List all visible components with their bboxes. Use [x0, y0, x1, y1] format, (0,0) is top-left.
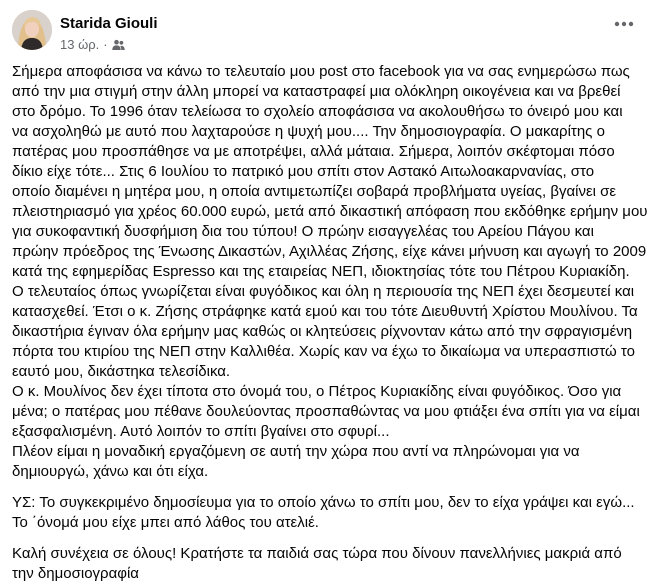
- text-line: Το ΄όνομά μου είχε μπει από λάθος του ατελιέ.: [12, 514, 319, 531]
- text-line: δίκιο είχε τότε... Στις 6 Ιουλίου το πατρικό μου σπίτι στον Αστακό Αιτωλοακαρνανίας, στο: [12, 163, 595, 180]
- text-line: εξασφαλισμένη. Αυτό λοιπόν το σπίτι βγαίνει στο σφυρί...: [12, 423, 390, 440]
- text-line: Ο κ. Μουλίνος δεν έχει τίποτα στο όνομά του, ο Πέτρος Κυριακίδης είναι φυγόδικος. Όσο για: [12, 383, 622, 400]
- text-line: οποίο διαμένει η μητέρα μου, η οποία αντιμετωπίζει σοβαρά προβλήματα υγείας, βγαίνει σε: [12, 183, 617, 200]
- text-line: Καλή συνέχεια σε όλους! Κρατήστε τα παιδιά σας τώρα που δίνουν πανελλήνιες μακριά από: [12, 545, 622, 562]
- post-meta: [60, 37, 125, 52]
- text-line: Σήμερα αποφάσισα να κάνω το τελευταίο μου post στο facebook για να σας ενημερώσω πως: [12, 63, 630, 80]
- text-line: πλειστηριασμό για χρέος 60.000 ευρώ, μετά από δικαστική απόφαση που εκδόθηκε ερήμην μου: [12, 203, 648, 220]
- post-paragraph: [12, 493, 642, 533]
- text-line: Ο τελευταίος όπως γνωρίζεται είναι φυγόδικος και όλη η περιουσία της ΝΕΠ έχει δεσμευτεί και: [12, 283, 635, 300]
- text-line: εαυτό μου, δικάστηκα τελεσίδικα.: [12, 363, 231, 380]
- text-line: να ασχοληθώ με αυτό που λαχταρούσε η ψυχή μου.... Την δημοσιογραφία. Ο μακαρίτης ο: [12, 123, 605, 140]
- author-name[interactable]: Starida Giouli: [60, 15, 158, 32]
- post-paragraph: [12, 62, 648, 482]
- text-line: για συκοφαντική δυσφήμιση δια του τύπου! Ο πρώην εισαγγελέας του Αρείου Πάγου και: [12, 223, 594, 240]
- text-line: από την μια στιγμή στην άλλη μπορεί να καταστραφεί μια ολόκληρη οικογένεια και να βρεθεί: [12, 83, 621, 100]
- post-paragraph: [12, 544, 642, 584]
- text-line: κατασχεθεί. Έτσι ο κ. Ζήσης στράφηκε κατά εμού και του τότε Διευθυντή Χρίστου Μουλίνου. Τα: [12, 303, 638, 320]
- post-text: [12, 62, 648, 584]
- post-timestamp[interactable]: 13 ώρ.: [60, 37, 100, 52]
- text-line: ΥΣ: Το συγκεκριμένο δημοσίευμα για το οποίο χάνω το σπίτι μου, δεν το είχα γράψει και εγώ...: [12, 494, 635, 511]
- text-line: πρώην πρόεδρος της Ένωσης Δικαστών, Αχιλλέας Ζήσης, είχε κάνει μήνυση και αγωγή το 2009: [12, 243, 647, 260]
- text-line: μένα; ο πατέρας μου πέθανε δουλεύοντας προσπαθώντας να μου φτιάξει ένα σπίτι για να είμαι: [12, 403, 640, 420]
- avatar[interactable]: [12, 10, 52, 50]
- text-line: κατά της εφημερίδας Espresso και της εταιρείας ΝΕΠ, ιδιοκτησίας τότε του Πέτρου Κυριακίδη.: [12, 263, 630, 280]
- paragraph-gap: [12, 533, 642, 544]
- text-line: Πλέον είμαι η μοναδική εργαζόμενη σε αυτή την χώρα που αντί να πληρώνομαι για να: [12, 443, 580, 460]
- text-line: δημιουργώ, χάνω και ότι είχα.: [12, 463, 209, 480]
- text-line: πόρτα του κτιρίου της ΝΕΠ στην Καλλιθέα. Χωρίς καν να έχω το δικαίωμα να υπερασπιστώ το: [12, 343, 635, 360]
- post-header: [12, 6, 638, 56]
- more-options-button[interactable]: [610, 10, 638, 38]
- text-line: δικαστήρια έγιναν όλα ερήμην μας καθώς οι κλητεύσεις ρίχνονταν κάτω από την σφραγισμένη: [12, 323, 633, 340]
- more-options-icon: [614, 21, 634, 27]
- text-line: στο δρόμο. Το 1996 όταν τελείωσα το σχολείο αποφάσισα να ακολουθήσω το όνειρό μου και: [12, 103, 623, 120]
- friends-icon[interactable]: [112, 39, 125, 51]
- paragraph-gap: [12, 482, 642, 493]
- text-line: πατέρας μου προσπάθησε να με αποτρέψει, αλλά μάταια. Σήμερα, λοιπόν σκέφτομαι πόσο: [12, 143, 615, 160]
- text-line: την δημοσιογραφία: [12, 565, 139, 582]
- meta-separator: ·: [103, 37, 108, 52]
